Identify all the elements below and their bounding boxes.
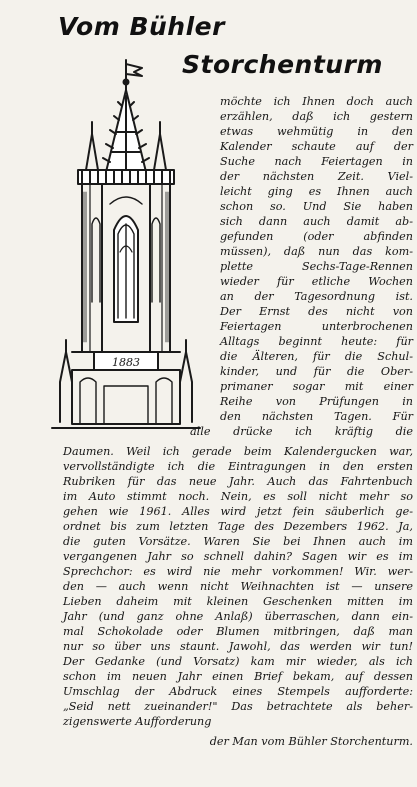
headline-line-2: Storchenturm	[182, 50, 383, 79]
article-line: zigenswerte Aufforderung	[63, 715, 212, 728]
article-line: primaner sogar mit einer	[220, 380, 413, 393]
article-line: Der Ernst des nicht von	[220, 305, 413, 318]
article-line: sich dann auch damit ab-	[220, 215, 413, 228]
article-line: alle drücke ich kräftig die	[190, 425, 413, 438]
article-line: erzählen, daß ich gestern	[220, 110, 413, 123]
article-line: Kalender schaute auf der	[220, 140, 413, 153]
article-line: ordnet bis zum letzten Tage des Dezembers 1962. Ja,	[63, 520, 413, 533]
article-line: schon so. Und Sie haben	[220, 200, 413, 213]
article-line: möchte ich Ihnen doch auch	[220, 95, 413, 108]
article-line: leicht ging es Ihnen auch	[220, 185, 413, 198]
article-line: gefunden (oder abfinden	[220, 230, 413, 243]
article-line: die guten Vorsätze. Waren Sie bei Ihnen auch im	[63, 535, 413, 548]
article-line: etwas wehmütig in den	[220, 125, 413, 138]
article-line: plette Sechs-Tage-Rennen	[220, 260, 413, 273]
article-line: Suche nach Feiertagen in	[220, 155, 413, 168]
article-line: vervollständigte ich die Eintragungen in den ersten	[63, 460, 413, 473]
article-line: nur so über uns staunt. Jawohl, das werden wir tun!	[63, 640, 413, 653]
tower-inscription: 1883	[112, 356, 140, 369]
article-line: kinder, und für die Ober-	[220, 365, 413, 378]
article-line: Alltags beginnt heute: für	[220, 335, 413, 348]
article-line: Lieben daheim mit kleinen Geschenken mitten im	[63, 595, 413, 608]
headline-line-1: Vom Bühler	[58, 12, 225, 41]
article-line: den — auch wenn nicht Weihnachten ist — unsere	[63, 580, 413, 593]
article-line: vergangenen Jahr so schnell dahin? Sagen wir es im	[63, 550, 413, 563]
article-line: der nächsten Zeit. Viel-	[220, 170, 413, 183]
article-line: Daumen. Weil ich gerade beim Kalendergucken war,	[63, 445, 413, 458]
article-line: Sprechchor: es wird nie mehr vorkommen! Wir. wer-	[63, 565, 413, 578]
article-line: an der Tagesordnung ist.	[220, 290, 413, 303]
signature: der Man vom Bühler Storchenturm.	[209, 735, 413, 748]
article-line: müssen), daß nun das kom-	[220, 245, 413, 258]
article-line: Umschlag der Abdruck eines Stempels aufforderte:	[63, 685, 413, 698]
article-line: Der Gedanke (und Vorsatz) kam mir wieder, als ich	[63, 655, 413, 668]
article-line: die Älteren, für die Schul-	[220, 350, 413, 363]
article-line: den nächsten Tagen. Für	[220, 410, 413, 423]
article-line: Rubriken für das neue Jahr. Auch das Fahrtenbuch	[63, 475, 413, 488]
article-line: gehen wie 1961. Alles wird jetzt fein säuberlich ge-	[63, 505, 413, 518]
article-line: „Seid nett zueinander!" Das betrachtete als beher-	[63, 700, 413, 713]
article-line: im Auto stimmt noch. Nein, es soll nicht mehr so	[63, 490, 413, 503]
article-line: Jahr (und ganz ohne Anlaß) überraschen, dann ein-	[63, 610, 413, 623]
article-line: mal Schokolade oder Blumen mitbringen, daß man	[63, 625, 413, 638]
article-line: Feiertagen unterbrochenen	[220, 320, 413, 333]
article-line: schon im neuen Jahr einen Brief bekam, auf dessen	[63, 670, 413, 683]
article-line: wieder für etliche Wochen	[220, 275, 413, 288]
article-line: Reihe von Prüfungen in	[220, 395, 413, 408]
